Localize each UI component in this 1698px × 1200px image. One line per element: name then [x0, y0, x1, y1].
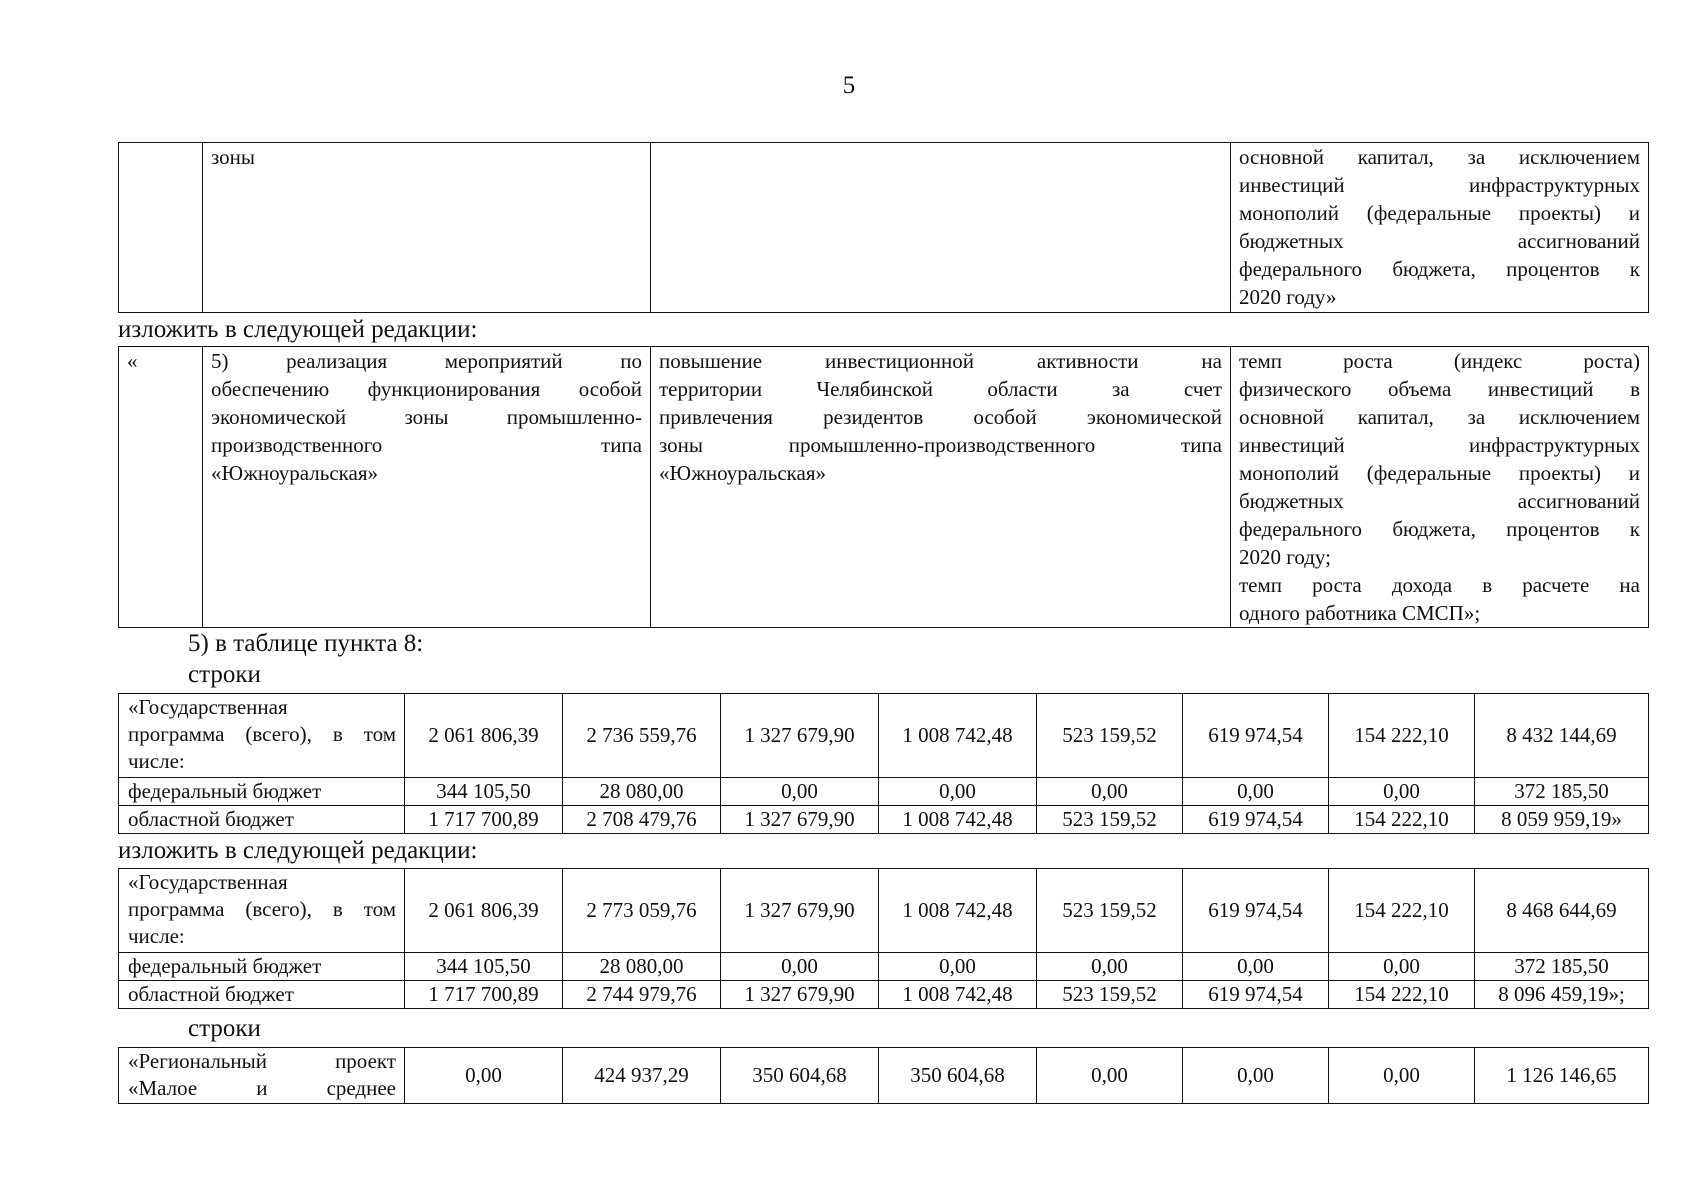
text-line: бюджетных ассигнований: [1239, 229, 1640, 253]
text-line: темп роста (индекс роста): [1239, 349, 1640, 373]
row-name-cell: [119, 869, 405, 953]
table-row: [119, 869, 1649, 953]
value-cell: 8 059 959,19»: [1475, 806, 1649, 834]
value-cell: 344 105,50: [405, 953, 563, 981]
text-line: числе:: [128, 749, 185, 773]
value-cell: 0,00: [1183, 953, 1329, 981]
table-row: [119, 694, 1649, 778]
value-cell: 619 974,54: [1183, 869, 1329, 953]
value-cell: 350 604,68: [879, 1048, 1037, 1104]
table2-col2: [203, 347, 651, 628]
text-line: монополий (федеральные проекты) и: [1239, 201, 1640, 225]
value-cell: 2 744 979,76: [563, 981, 721, 1009]
value-cell: 154 222,10: [1329, 981, 1475, 1009]
text-line: бюджетных ассигнований: [1239, 489, 1640, 513]
table1-col3: [651, 143, 1231, 313]
value-cell: 372 185,50: [1475, 778, 1649, 806]
text-line: монополий (федеральные проекты) и: [1239, 461, 1640, 485]
value-cell: 0,00: [1329, 953, 1475, 981]
table-row: [119, 1048, 1649, 1104]
continued-row-table: [118, 142, 1649, 313]
financing-table-new: [118, 868, 1649, 1009]
value-cell: 350 604,68: [721, 1048, 879, 1104]
value-cell: 1 008 742,48: [879, 869, 1037, 953]
text-line: темп роста дохода в расчете на: [1239, 573, 1640, 597]
text-line: физического объема инвестиций в: [1239, 377, 1640, 401]
value-cell: 424 937,29: [563, 1048, 721, 1104]
new-edition-row-table: [118, 346, 1649, 628]
text-line: программа (всего), в том: [128, 897, 396, 921]
value-cell: 2 736 559,76: [563, 694, 721, 778]
row-name-cell: [119, 694, 405, 778]
row-name-cell: областной бюджет: [119, 806, 405, 834]
rows-label-2: строки: [188, 1015, 261, 1042]
text-line: числе:: [128, 924, 185, 948]
value-cell: 28 080,00: [563, 953, 721, 981]
value-cell: 523 159,52: [1037, 981, 1183, 1009]
text-line: территории Челябинской области за счет: [659, 377, 1222, 401]
item-5-heading: 5) в таблице пункта 8:: [188, 630, 424, 657]
value-cell: 2 061 806,39: [405, 869, 563, 953]
value-cell: 619 974,54: [1183, 981, 1329, 1009]
text-line: «Южноуральская»: [211, 461, 379, 485]
table-row: [119, 981, 1649, 1009]
value-cell: 154 222,10: [1329, 694, 1475, 778]
row-name-cell: федеральный бюджет: [119, 953, 405, 981]
regional-project-table: [118, 1047, 1649, 1104]
value-cell: 0,00: [1329, 778, 1475, 806]
table2-col3: [651, 347, 1231, 628]
value-cell: 0,00: [1183, 778, 1329, 806]
table1-col2: зоны: [203, 143, 651, 313]
table2-col4: [1231, 347, 1649, 628]
text-line: «Малое и среднее: [128, 1076, 396, 1100]
row-name-cell: областной бюджет: [119, 981, 405, 1009]
value-cell: 0,00: [879, 778, 1037, 806]
value-cell: 0,00: [1183, 1048, 1329, 1104]
text-line: основной капитал, за исключением: [1239, 145, 1640, 169]
value-cell: 154 222,10: [1329, 869, 1475, 953]
row-name-cell: [119, 1048, 405, 1104]
text-line: программа (всего), в том: [128, 722, 396, 746]
text-line: 2020 году»: [1239, 285, 1337, 309]
value-cell: 344 105,50: [405, 778, 563, 806]
text-line: «Региональный проект: [128, 1049, 396, 1073]
text-line: 2020 году;: [1239, 545, 1331, 569]
row-name-cell: федеральный бюджет: [119, 778, 405, 806]
table1-col1: [119, 143, 203, 313]
value-cell: 0,00: [721, 778, 879, 806]
text-line: инвестиций инфраструктурных: [1239, 433, 1640, 457]
table-row: [119, 778, 1649, 806]
value-cell: 0,00: [1037, 953, 1183, 981]
value-cell: 523 159,52: [1037, 869, 1183, 953]
text-line: «Государственная: [128, 870, 288, 894]
value-cell: 28 080,00: [563, 778, 721, 806]
text-line: зоны промышленно-производственного типа: [659, 433, 1222, 457]
value-cell: 8 468 644,69: [1475, 869, 1649, 953]
text-line: экономической зоны промышленно-: [211, 405, 642, 429]
text-line: «Южноуральская»: [659, 461, 827, 485]
text-line: основной капитал, за исключением: [1239, 405, 1640, 429]
rows-label: строки: [188, 661, 261, 688]
value-cell: 523 159,52: [1037, 694, 1183, 778]
value-cell: 1 126 146,65: [1475, 1048, 1649, 1104]
value-cell: 1 008 742,48: [879, 981, 1037, 1009]
value-cell: 0,00: [1037, 778, 1183, 806]
value-cell: 523 159,52: [1037, 806, 1183, 834]
value-cell: 372 185,50: [1475, 953, 1649, 981]
value-cell: 0,00: [405, 1048, 563, 1104]
value-cell: 1 327 679,90: [721, 806, 879, 834]
table1-col4: [1231, 143, 1649, 313]
text-line: инвестиций инфраструктурных: [1239, 173, 1640, 197]
value-cell: 0,00: [721, 953, 879, 981]
value-cell: 0,00: [879, 953, 1037, 981]
text-line: «Государственная: [128, 695, 288, 719]
value-cell: 619 974,54: [1183, 694, 1329, 778]
table2-col1: «: [119, 347, 203, 628]
text-line: повышение инвестиционной активности на: [659, 349, 1222, 373]
value-cell: 8 432 144,69: [1475, 694, 1649, 778]
value-cell: 1 327 679,90: [721, 869, 879, 953]
caption-new-edition-2: изложить в следующей редакции:: [118, 837, 478, 864]
value-cell: 1 717 700,89: [405, 806, 563, 834]
value-cell: 2 061 806,39: [405, 694, 563, 778]
value-cell: 0,00: [1329, 1048, 1475, 1104]
value-cell: 1 008 742,48: [879, 806, 1037, 834]
value-cell: 1 327 679,90: [721, 694, 879, 778]
value-cell: 619 974,54: [1183, 806, 1329, 834]
text-line: федерального бюджета, процентов к: [1239, 517, 1640, 541]
value-cell: 0,00: [1037, 1048, 1183, 1104]
text-line: одного работника СМСП»;: [1239, 601, 1481, 625]
value-cell: 1 717 700,89: [405, 981, 563, 1009]
text-line: федерального бюджета, процентов к: [1239, 257, 1640, 281]
value-cell: 1 327 679,90: [721, 981, 879, 1009]
value-cell: 2 773 059,76: [563, 869, 721, 953]
page-number: 5: [842, 72, 856, 99]
text-line: обеспечению функционирования особой: [211, 377, 642, 401]
value-cell: 2 708 479,76: [563, 806, 721, 834]
text-line: производственного типа: [211, 433, 642, 457]
financing-table-old: [118, 693, 1649, 834]
value-cell: 1 008 742,48: [879, 694, 1037, 778]
text-line: 5) реализация мероприятий по: [211, 349, 642, 373]
value-cell: 154 222,10: [1329, 806, 1475, 834]
caption-new-edition: изложить в следующей редакции:: [118, 316, 478, 343]
text-line: привлечения резидентов особой экономической: [659, 405, 1222, 429]
value-cell: 8 096 459,19»;: [1475, 981, 1649, 1009]
table-row: [119, 953, 1649, 981]
table-row: [119, 806, 1649, 834]
